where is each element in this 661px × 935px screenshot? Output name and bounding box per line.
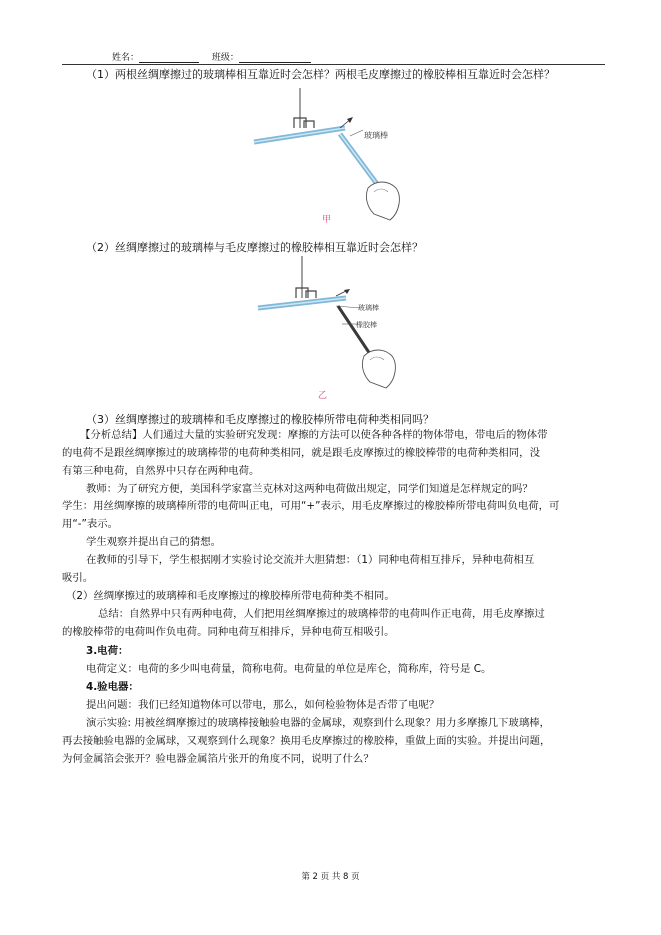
question-2: （2）丝绸摩擦过的玻璃棒与毛皮摩擦过的橡胶棒相互靠近时会怎样？ bbox=[86, 241, 423, 254]
student-answer-line-2: 用“-”表示。 bbox=[62, 518, 119, 530]
section-3-title: 3.电荷： bbox=[86, 645, 129, 657]
glass-rod-label: 玻璃棒 bbox=[358, 304, 379, 312]
rod-label: 玻璃棒 bbox=[364, 131, 388, 140]
section-4-title: 4.验电器： bbox=[86, 681, 139, 693]
demo-line-3: 为何金属箔会张开？验电器金属箔片张开的角度不同，说明了什么？ bbox=[62, 753, 374, 765]
charge-definition: 电荷定义：电荷的多少叫电荷量，简称电荷。电荷量的单位是库仑，简称库，符号是 C。 bbox=[86, 663, 492, 675]
label-leader bbox=[350, 130, 363, 136]
demo-line-2: 再去接触验电器的金属球，又观察到什么现象？换用毛皮摩擦过的橡胶棒，重做上面的实验。并提出问题， bbox=[62, 735, 551, 747]
figure-1-glass-rods bbox=[250, 88, 420, 228]
page-header bbox=[112, 50, 321, 63]
class-blank bbox=[239, 53, 311, 63]
summary-line-2: 的橡胶棒带的电荷叫作负电荷。同种电荷互相排斥，异种电荷互相吸引。 bbox=[62, 626, 395, 638]
figure-2-caption: 乙 bbox=[318, 391, 328, 401]
name-blank bbox=[139, 53, 199, 63]
suspended-rod-highlight bbox=[258, 298, 346, 308]
figure-1-caption: 甲 bbox=[322, 215, 332, 225]
teacher-question: 教师：为了研究方便，美国科学家富兰克林对这两种电荷做出规定，同学们知道是怎样规定的吗？ bbox=[86, 483, 533, 495]
guess-intro: 学生观察并提出自己的猜想。 bbox=[86, 536, 222, 548]
section-4-question: 提出问题：我们已经知道物体可以带电，那么，如何检验物体是否带了电呢？ bbox=[86, 699, 440, 711]
guess-line-2: 吸引。 bbox=[62, 572, 94, 584]
class-label: 班级： bbox=[211, 53, 239, 63]
suspended-rod-highlight bbox=[254, 128, 345, 142]
arrow-head-icon bbox=[347, 117, 353, 123]
guess-line-3: （2）丝绸摩擦过的玻璃棒和毛皮摩擦过的橡胶棒所带电荷种类不相同。 bbox=[66, 590, 395, 602]
analysis-line-2: 的电荷不是跟丝绸摩擦过的玻璃棒带的电荷种类相同，就是跟毛皮摩擦过的橡胶棒带的电荷种类相同，没 bbox=[62, 447, 540, 459]
analysis-line-3: 有第三种电荷，自然界中只存在两种电荷。 bbox=[62, 465, 260, 477]
header-rule bbox=[62, 64, 605, 65]
student-answer-line-1: 学生：用丝绸摩擦的玻璃棒所带的电荷叫正电，可用“+”表示，用毛皮摩擦过的橡胶棒所带电荷叫负电荷，可 bbox=[62, 500, 560, 512]
hand-rod-highlight bbox=[340, 134, 380, 188]
demo-line-1: 演示实验: 用被丝绸摩擦过的玻璃棒接触验电器的金属球，观察到什么现象？用力多摩擦几下玻璃棒， bbox=[86, 717, 550, 729]
summary-line-1: 总结：自然界中只有两种电荷，人们把用丝绸摩擦过的玻璃棒带的电荷叫作正电荷，用毛皮摩擦过 bbox=[98, 608, 545, 620]
hand-icon bbox=[366, 182, 399, 220]
rubber-rod bbox=[338, 306, 374, 360]
analysis-line-1: 【分析总结】人们通过大量的实验研究发现：摩擦的方法可以使各种各样的物体带电，带电后的物体带 bbox=[80, 429, 548, 441]
rubber-rod-label: 橡胶棒 bbox=[356, 321, 377, 329]
name-label: 姓名： bbox=[112, 53, 140, 63]
question-1: （1）两根丝绸摩擦过的玻璃棒相互靠近时会怎样？两根毛皮摩擦过的橡胶棒相互靠近时会怎样？ bbox=[86, 68, 555, 81]
hand-icon bbox=[362, 350, 395, 388]
guess-line-1: 在教师的引导下，学生根据刚才实验讨论交流并大胆猜想：（1）同种电荷相互排斥，异种电荷相互 bbox=[86, 554, 535, 566]
figure-2-glass-rubber-rods bbox=[250, 256, 420, 404]
page-number: 第 2 页 共 8 页 bbox=[301, 872, 360, 882]
question-3: （3）丝绸摩擦过的玻璃棒和毛皮摩擦过的橡胶棒所带电荷种类相同吗？ bbox=[86, 413, 434, 426]
